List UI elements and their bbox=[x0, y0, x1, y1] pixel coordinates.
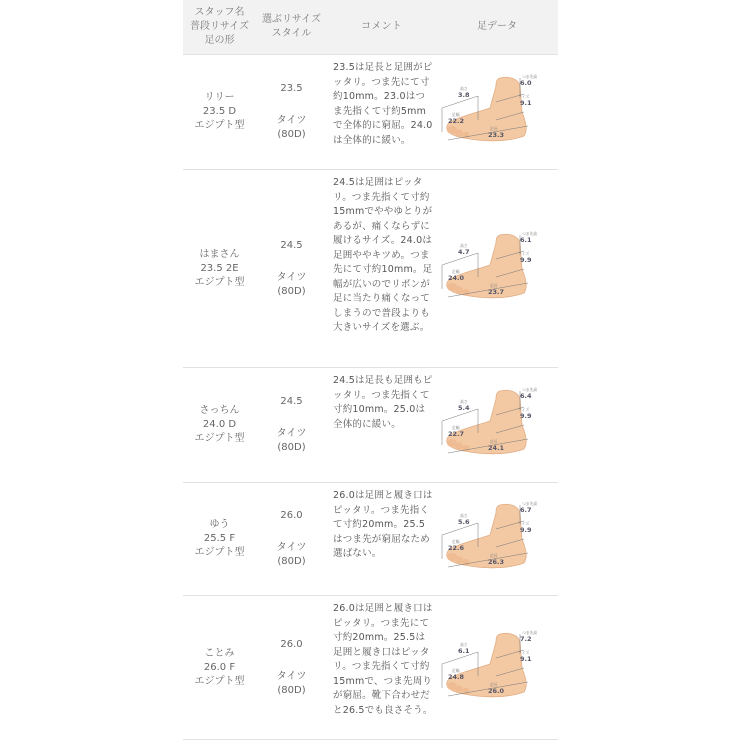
staff-name: リリー bbox=[204, 92, 235, 103]
header-staff: スタッフ名 普段リサイズ 足の形 bbox=[190, 7, 249, 46]
height-value: 3.8 bbox=[458, 91, 470, 99]
comment-cell: 23.5は足長と足囲がピッタリ。つま先にて寸約10mm。23.0はつま先指くて寸約5mmで全体的に窮屈。24.0は全体的に緩い。 bbox=[333, 62, 433, 146]
height-caption: 高さ bbox=[460, 242, 468, 248]
selected-denier: (80D) bbox=[277, 684, 306, 696]
selected-size-cell bbox=[256, 596, 327, 739]
toe-height-caption: つま先高 bbox=[522, 501, 538, 506]
staff-name: さっちん bbox=[199, 405, 240, 416]
foot-shape: エジプト型 bbox=[194, 547, 245, 558]
height-value: 5.4 bbox=[458, 404, 470, 412]
selected-size-cell bbox=[256, 483, 327, 595]
width-value: 9.1 bbox=[520, 654, 532, 663]
selected-size-cell bbox=[256, 170, 327, 367]
foot-data-cell bbox=[436, 368, 558, 482]
length-caption: 足長 bbox=[490, 126, 498, 131]
height-caption: 高さ bbox=[460, 513, 468, 518]
length-caption: 足長 bbox=[490, 439, 498, 444]
length-value: 23.3 bbox=[488, 131, 505, 139]
width-value: 9.9 bbox=[520, 526, 532, 534]
selected-style: タイツ bbox=[276, 542, 307, 553]
staff-cell bbox=[183, 368, 256, 482]
staff-cell bbox=[183, 596, 256, 739]
toe-height-caption: つま先高 bbox=[522, 629, 538, 635]
selected-size: 24.5 bbox=[280, 239, 303, 251]
toe-height-value: 6.0 bbox=[520, 79, 532, 87]
header-selected-size: 選ぶリサイズ スタイル bbox=[262, 14, 321, 39]
foot-data-cell bbox=[436, 483, 558, 595]
staff-cell bbox=[183, 483, 256, 595]
height-caption: 高さ bbox=[460, 86, 468, 91]
selected-denier: (80D) bbox=[277, 285, 306, 297]
size-comparison-table bbox=[183, 0, 558, 740]
foot-data-cell bbox=[436, 55, 558, 169]
toe-height-value: 6.4 bbox=[520, 392, 532, 400]
height-caption: 高さ bbox=[460, 641, 468, 647]
width-caption: ワイズ bbox=[518, 94, 530, 99]
comment-cell: 24.5は足囲はピッタリ。つま先指くて寸約15mmでややゆとりがあるが、痛くならずに履けるサイズ。24.0は足囲ややキツめ。つま先にて寸約10mm。足幅が広いのでリボンが足に当たり痛くなってしまうので普段よりも大きいサイズを選ぶ。 bbox=[333, 177, 433, 333]
selected-denier: (80D) bbox=[277, 442, 306, 453]
instep-caption: 足幅 bbox=[452, 539, 460, 544]
selected-denier: (80D) bbox=[277, 556, 306, 567]
foot-diagram bbox=[438, 72, 556, 152]
foot-shape: エジプト型 bbox=[194, 276, 245, 288]
instep-value: 24.8 bbox=[448, 672, 465, 681]
foot-data-cell bbox=[436, 596, 558, 739]
length-value: 23.7 bbox=[488, 287, 505, 296]
selected-denier: (80D) bbox=[277, 129, 306, 140]
comment-cell: 26.0は足囲と履き口はピッタリ。つま先にて寸約20mm。25.5は足囲と履き口はピッタリ。つま先指くて寸約15mmで、つま先周りが窮屈。靴下合わせだと26.5でも良さそう。 bbox=[333, 603, 433, 716]
foot-diagram bbox=[438, 385, 556, 465]
height-caption: 高さ bbox=[460, 399, 468, 404]
usual-size: 26.0 F bbox=[203, 661, 236, 673]
table-row bbox=[183, 596, 558, 740]
foot-shape: エジプト型 bbox=[194, 433, 245, 444]
width-value: 9.9 bbox=[520, 255, 532, 264]
width-caption: ワイズ bbox=[518, 649, 530, 655]
instep-caption: 足幅 bbox=[452, 667, 460, 673]
height-value: 5.6 bbox=[458, 518, 470, 526]
foot-diagram bbox=[438, 229, 556, 309]
selected-style: タイツ bbox=[276, 271, 307, 283]
height-value: 6.1 bbox=[458, 646, 470, 655]
staff-cell bbox=[183, 170, 256, 367]
foot-shape: エジプト型 bbox=[194, 120, 245, 131]
length-value: 26.3 bbox=[488, 558, 505, 566]
table-row bbox=[183, 368, 558, 483]
selected-size-cell bbox=[256, 55, 327, 169]
instep-caption: 足幅 bbox=[452, 112, 460, 117]
instep-value: 22.6 bbox=[448, 544, 465, 552]
height-value: 4.7 bbox=[458, 247, 470, 256]
selected-size-cell bbox=[256, 368, 327, 482]
usual-size: 25.5 F bbox=[203, 533, 236, 544]
table-row bbox=[183, 55, 558, 170]
selected-style: タイツ bbox=[276, 670, 307, 682]
foot-diagram bbox=[438, 628, 556, 708]
selected-size: 26.0 bbox=[280, 638, 303, 650]
table-header bbox=[183, 0, 558, 55]
toe-height-value: 6.7 bbox=[520, 506, 532, 514]
staff-name: ゆう bbox=[209, 519, 230, 530]
header-comment: コメント bbox=[361, 21, 402, 32]
usual-size: 23.5 D bbox=[202, 106, 237, 117]
selected-style: タイツ bbox=[276, 115, 307, 126]
instep-value: 22.7 bbox=[448, 430, 465, 438]
comment-cell: 26.0は足囲と履き口はピッタリ。つま先指くて寸約20mm。25.5はつま先が窮屈なため選ばない。 bbox=[333, 490, 433, 559]
toe-height-caption: つま先高 bbox=[522, 230, 538, 236]
length-caption: 足長 bbox=[490, 681, 498, 687]
selected-size: 26.0 bbox=[280, 510, 303, 521]
width-caption: ワイズ bbox=[518, 407, 530, 412]
toe-height-caption: つま先高 bbox=[522, 74, 538, 79]
table-row bbox=[183, 483, 558, 596]
width-value: 9.9 bbox=[520, 412, 532, 420]
instep-value: 22.2 bbox=[448, 117, 465, 125]
length-value: 26.0 bbox=[488, 686, 505, 695]
staff-cell bbox=[183, 55, 256, 169]
instep-caption: 足幅 bbox=[452, 268, 460, 274]
width-value: 9.1 bbox=[520, 99, 532, 107]
instep-caption: 足幅 bbox=[452, 425, 460, 430]
usual-size: 24.0 D bbox=[202, 419, 237, 430]
length-caption: 足長 bbox=[490, 282, 498, 288]
length-caption: 足長 bbox=[490, 553, 498, 558]
foot-shape: エジプト型 bbox=[194, 675, 245, 687]
selected-size: 23.5 bbox=[280, 83, 303, 94]
selected-style: タイツ bbox=[276, 428, 307, 439]
foot-diagram bbox=[438, 499, 556, 579]
length-value: 24.1 bbox=[488, 444, 505, 452]
comment-cell: 24.5は足長も足囲もピッタリ。つま先指くて寸約10mm。25.0は全体的に緩い。 bbox=[333, 375, 433, 430]
toe-height-value: 6.1 bbox=[520, 235, 532, 244]
staff-name: はまさん bbox=[199, 248, 240, 260]
usual-size: 23.5 2E bbox=[200, 262, 239, 274]
instep-value: 24.0 bbox=[448, 273, 465, 282]
header-foot-data: 足データ bbox=[477, 21, 517, 32]
width-caption: ワイズ bbox=[518, 250, 530, 256]
staff-name: ことみ bbox=[204, 647, 235, 659]
selected-size: 24.5 bbox=[280, 396, 303, 407]
table-row bbox=[183, 170, 558, 368]
toe-height-value: 7.2 bbox=[520, 634, 532, 643]
toe-height-caption: つま先高 bbox=[522, 387, 538, 392]
width-caption: ワイズ bbox=[518, 521, 530, 526]
foot-data-cell bbox=[436, 170, 558, 367]
